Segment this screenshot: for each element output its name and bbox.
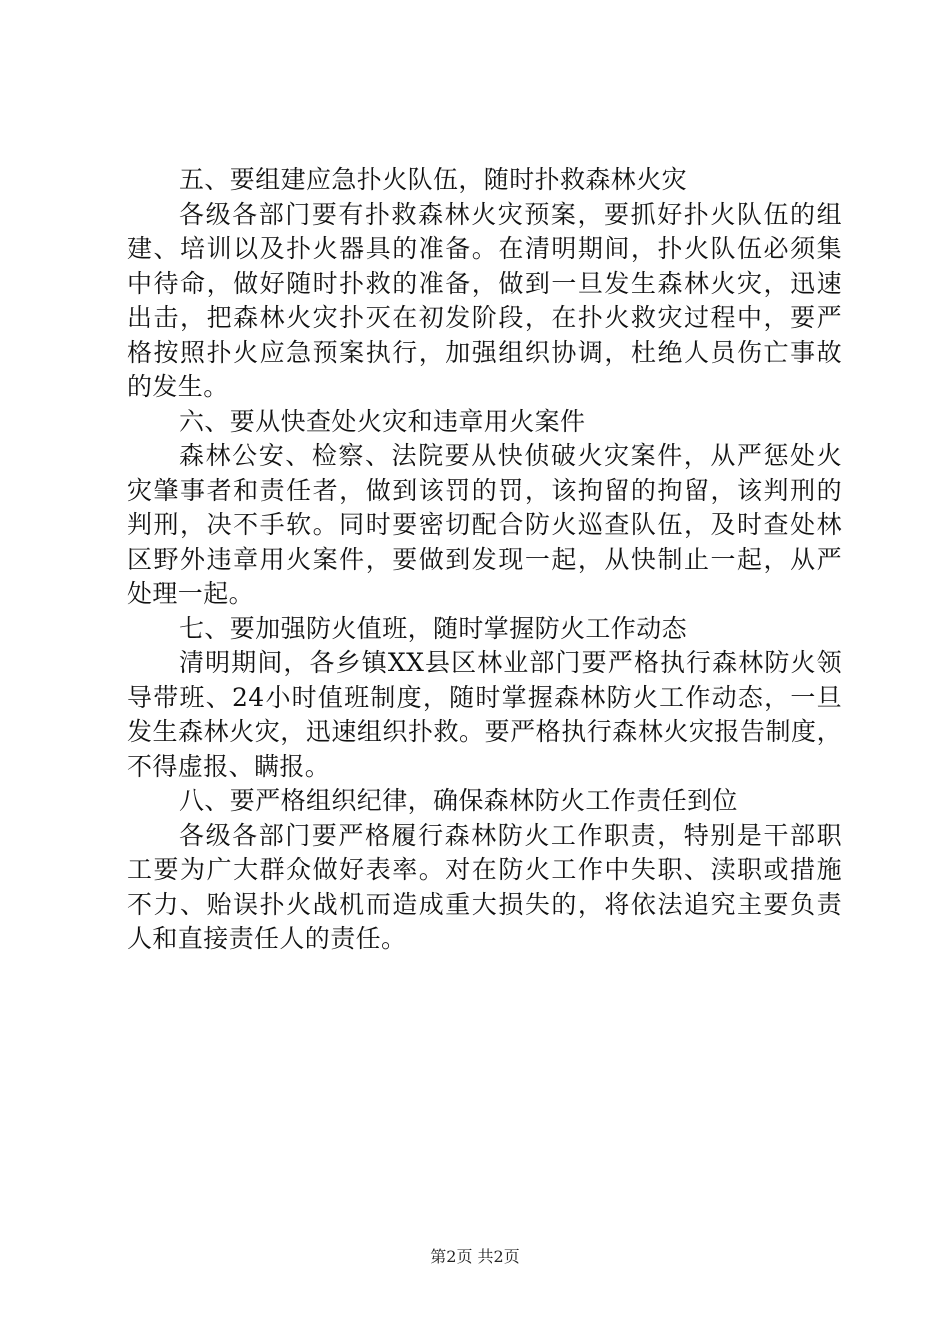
paragraph-line: 灾肇事者和责任者，做到该罚的罚，该拘留的拘留，该判刑的 [127,475,842,505]
paragraph-line: 区野外违章用火案件，要做到发现一起，从快制止一起，从严 [127,544,842,574]
paragraph-line: 发生森林火灾，迅速组织扑救。要严格执行森林火灾报告制度， [127,717,842,746]
paragraph-line: 判刑，决不手软。同时要密切配合防火巡查队伍，及时查处林 [127,510,842,539]
section-heading: 六、要从快查处火灾和违章用火案件 [179,406,586,436]
paragraph-line: 清明期间，各乡镇XX县区林业部门要严格执行森林防火领 [179,648,842,677]
paragraph-line: 不力、贻误扑火战机而造成重大损失的，将依法追究主要负责 [127,889,842,919]
section-heading: 七、要加强防火值班，随时掌握防火工作动态 [179,613,688,643]
page-number: 第2页 共2页 [430,1247,520,1266]
paragraph-line: 中待命，做好随时扑救的准备，做到一旦发生森林火灾，迅速 [127,268,842,298]
paragraph-line: 工要为广大群众做好表率。对在防火工作中失职、渎职或措施 [127,855,842,884]
page-footer [0,1244,950,1267]
paragraph-line: 不得虚报、瞒报。 [127,751,331,781]
section-heading: 五、要组建应急扑火队伍，随时扑救森林火灾 [179,165,688,194]
document-body [127,163,842,957]
paragraph-line: 各级各部门要有扑救森林火灾预案，要抓好扑火队伍的组 [179,199,842,229]
paragraph-line: 导带班、24小时值班制度，随时掌握森林防火工作动态，一旦 [127,682,842,712]
paragraph-line: 处理一起。 [127,579,255,608]
paragraph-line: 格按照扑火应急预案执行，加强组织协调，杜绝人员伤亡事故 [127,337,842,367]
section-heading: 八、要严格组织纪律，确保森林防火工作责任到位 [179,786,738,815]
paragraph-line: 的发生。 [127,372,229,401]
paragraph-line: 人和直接责任人的责任。 [127,924,407,953]
paragraph-line: 森林公安、检察、法院要从快侦破火灾案件，从严惩处火 [179,441,842,470]
paragraph-line: 建、培训以及扑火器具的准备。在清明期间，扑火队伍必须集 [127,234,842,263]
paragraph-line: 出击，把森林火灾扑灭在初发阶段，在扑火救灾过程中，要严 [127,303,842,332]
paragraph-line: 各级各部门要严格履行森林防火工作职责，特别是干部职 [179,820,842,850]
